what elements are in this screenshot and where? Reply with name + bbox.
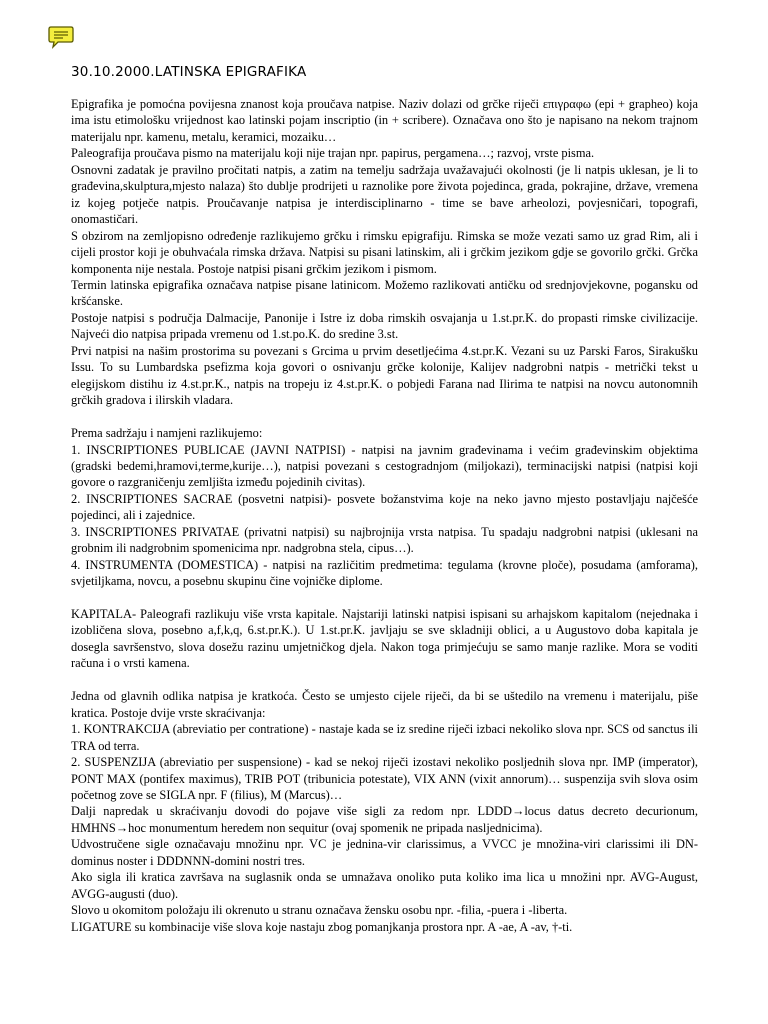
paragraph: Epigrafika je pomoćna povijesna znanost koja proučava natpise. Naziv dolazi od grčke riječi επιγραφω (epi + grapheo) koja ima istu etimološku vrijednost kao latinski pojam inscriptio (in + scribere). Označava ono što je napisano na nekom trajnom materijalu npr. kamenu, metalu, keramici, mozaiku… <box>71 97 698 144</box>
list-item: 4. INSTRUMENTA (DOMESTICA) - natpisi na različitim predmetima: tegulama (krovne ploče), posudama (amforama), svjetiljkama, novcu, a posebnu skupinu čine vojničke diplome. <box>71 557 698 589</box>
list-item: 2. INSCRIPTIONES SACRAE (posvetni natpisi)- posvete božanstvima koje na neko javno mjesto postavljaju najčešće pojedinci, ali i zajednice. <box>71 491 698 523</box>
paragraph: LIGATURE su kombinacije više slova koje nastaju zbog pomanjkanja prostora npr. A -ae, A -av, †-ti. <box>71 919 573 934</box>
paragraph: Postoje natpisi s područja Dalmacije, Panonije i Istre iz doba rimskih osvajanja u 1.st.pr.K. do propasti rimske civilizacije. Najveći dio natpisa pripada vremenu od 1.st.po.K. do sredine 3.st. <box>71 310 698 342</box>
paragraph: Udvostručene sigle označavaju množinu npr. VC je jednina-vir clarissimus, a VVCC je množina-viri clarissimi ili DN-dominus noster i DDDNNN-domini nostri tres. <box>71 837 698 868</box>
paragraph: Termin latinska epigrafika označava natpise pisane latinicom. Možemo razlikovati antičku od srednjovjekovne, pogansku od kršćanske. <box>71 277 698 309</box>
paragraph: Jedna od glavnih odlika natpisa je kratkoća. Često se umjesto cijele riječi, da bi se uštedilo na vremenu i materijalu, piše kratica. Postoje dvije vrste skraćivanja: <box>71 689 698 720</box>
paragraph: Prvi natpisi na našim prostorima su povezani s Grcima u prvim desetljećima 4.st.pr.K. Vezani su uz Parski Faros, Sirakušku Issu. To su Lumbardska psefizma koja govori o osnivanju grčke kolonije, Kalijev nadgrobni natpis - metrički tekst u elegijskom distihu iz 4.st.pr.K., natpis na tropeju iz 4.st.pr.K. o pobjedi Farana nad Ilirima te natpisi na novcu autonomnih grčkih gradova i ilirskih vladara. <box>71 343 698 408</box>
paragraph: Slovo u okomitom položaju ili okrenuto u stranu označava žensku osobu npr. -filia, -puera i -liberta. <box>71 903 568 918</box>
paragraph: Osnovni zadatak je pravilno pročitati natpis, a zatim na temelju sadržaja uvažavajući okolnosti (je li natpis uklesan, je li to građevina,skulptura,mjesto nalaza) što dublje prodrijeti u raznolike pore života pojedinca, grada, pokrajine, države, vremena iz kojeg potječe natpis. Proučavanje natpisa je interdisciplinarno - time se bave arheolozi, povjesničari, topografi, onomastičari. <box>71 162 698 227</box>
speech-note-icon[interactable] <box>47 25 75 49</box>
paragraph: Dalji napredak u skraćivanju dovodi do pojave više sigli za redom npr. LDDD→locus datus decreto decurionum, HMHNS→hoc monumentum heredem non sequitur (ovaj spomenik ne pripada nasljednicima). <box>71 804 698 835</box>
list-item: 2. SUSPENZIJA (abreviatio per suspensione) - kad se nekoj riječi izostavi nekoliko posljednih slova npr. IMP (imperator), PONT MAX (pontifex maximus), TRIB POT (tribunicia potestate), VIX ANN (vixit annorum)… suspenzija svih slova osim početnog zove se SIGLA npr. F (filius), M (Marcus)… <box>71 755 698 802</box>
document-body <box>71 96 698 935</box>
paragraph: S obzirom na zemljopisno određenje razlikujemo grčku i rimsku epigrafiju. Rimska se može vezati samo uz grad Rim, ali i cijeli prostor koji je obuhvaćala rimska država. Natpisi su pisani latinskim, ali i grčkim jezikom gdje se govorilo grčki. Grčka komponenta nije nestala. Postoje natpisi pisani grčkim jezikom i pismom. <box>71 228 698 276</box>
paragraph: Paleografija proučava pismo na materijalu koji nije trajan npr. papirus, pergamena…; razvoj, vrste pisma. <box>71 146 595 161</box>
paragraph: KAPITALA- Paleografi razlikuju više vrsta kapitale. Najstariji latinski natpisi ispisani su arhajskom kapitalom (nejednaka i izobličena slova, posebno a,f,k,q, 6.st.pr.K.). U 1.st.pr.K. javljaju se sve skladniji oblici, a u Augustovo doba kapitala je dosegla savršenstvo, slova dosežu razinu umjetničkog djela. Nakon toga primjećuju se samo manje razlike. Mora se voditi računa i o vrsti kamena. <box>71 607 698 671</box>
list-item: 1. INSCRIPTIONES PUBLICAE (JAVNI NATPISI) - natpisi na javnim građevinama i većim građevinskim objektima (gradski bedemi,hramovi,terme,kurije…), natpisi povezani s cestogradnjom (miljokazi), terminacijski natpisi (natpisi koji govore o razgraničenju zemljišta između pojedinih civitas). <box>71 442 698 490</box>
paragraph: Prema sadržaju i namjeni razlikujemo: <box>71 426 263 441</box>
page-title: 30.10.2000.LATINSKA EPIGRAFIKA <box>71 64 307 80</box>
list-item: 1. KONTRAKCIJA (abreviatio per contratione) - nastaje kada se iz sredine riječi izbaci nekoliko slova npr. SCS od sanctus ili TRA od terra. <box>71 722 698 753</box>
list-item: 3. INSCRIPTIONES PRIVATAE (privatni natpisi) su najbrojnija vrsta natpisa. Tu spadaju nadgrobni natpisi (uklesani na grobnim ili nadgrobnim spomenicima npr. nadgrobna stela, cipus…). <box>71 524 698 556</box>
paragraph: Ako sigla ili kratica završava na suglasnik onda se umnažava onoliko puta koliko ima lica u množini npr. AVG-August, AVGG-augusti (duo). <box>71 870 698 901</box>
